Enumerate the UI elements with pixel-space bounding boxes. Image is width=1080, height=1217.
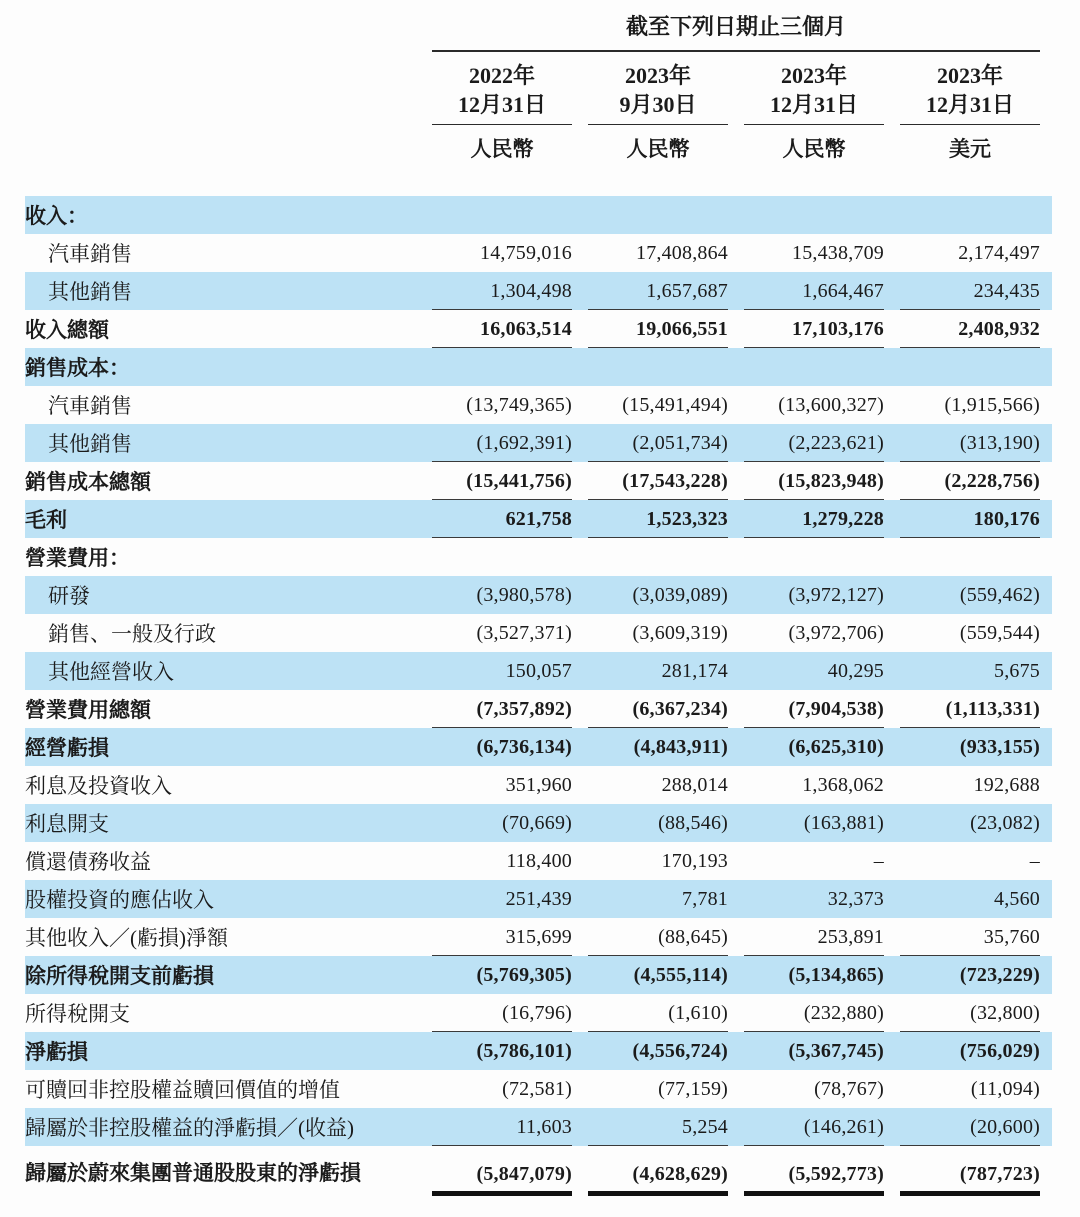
cell-text: (313,190) [959,431,1040,454]
cell-text: (3,527,371) [476,622,572,644]
cell-text: 192,688 [973,774,1040,796]
cell-value [900,310,1040,348]
cell-text: 4,560 [994,888,1040,910]
cell-value [432,728,572,766]
cell-value [432,272,572,310]
row-label: 銷售成本總額 [25,470,151,494]
row-label: 利息開支 [25,812,109,836]
row-label: 淨虧損 [25,1040,88,1064]
cell-text: 16,063,514 [480,317,572,340]
cell-value [744,690,884,728]
cell-value [588,310,728,348]
cell-value [432,424,572,462]
cell-text: (23,082) [970,812,1040,834]
cell-text: (15,491,494) [622,394,728,416]
cell-value [432,500,572,538]
cell-value [432,614,572,652]
table-row [25,1032,1052,1070]
cell-text: 1,664,467 [802,279,884,302]
cell-text: (146,261) [803,1115,884,1138]
cell-value [744,1032,884,1070]
cell-value [900,386,1040,424]
table-row [25,804,1052,842]
cell-value [744,956,884,994]
cell-value [432,196,572,234]
row-label: 其他經營收入 [48,660,174,684]
date-year: 2023年 [936,63,1003,88]
cell-value [744,234,884,272]
row-label: 毛利 [25,508,67,532]
column-currency: 人民幣 [626,137,690,161]
date-year: 2022年 [468,63,535,88]
cell-text: (1,915,566) [944,394,1040,416]
cell-value [900,918,1040,956]
cell-value [588,272,728,310]
cell-value [900,538,1040,576]
table-row [25,918,1052,956]
cell-text: 17,103,176 [792,317,884,340]
cell-text: 40,295 [827,660,884,682]
cell-value [900,728,1040,766]
cell-value [900,956,1040,994]
cell-value [744,348,884,386]
cell-text: (5,134,865) [788,964,884,986]
cell-value [900,462,1040,500]
cell-value [588,538,728,576]
cell-value [432,462,572,500]
cell-value [744,614,884,652]
table-row [25,728,1052,766]
cell-value [588,804,728,842]
cell-text: (88,645) [658,925,728,948]
cell-value [900,424,1040,462]
table-row [25,424,1052,462]
row-label: 其他收入／(虧損)淨額 [25,926,228,950]
cell-text: (4,628,629) [632,1163,728,1185]
table-row [25,766,1052,804]
row-label: 銷售成本： [25,356,130,380]
table-row [25,1146,1052,1198]
cell-value [744,272,884,310]
cell-text: 7,781 [682,888,728,910]
cell-value [900,234,1040,272]
cell-value [900,348,1040,386]
table-row [25,272,1052,310]
cell-value [588,690,728,728]
cell-text: (933,155) [959,736,1040,758]
cell-value [588,348,728,386]
cell-text: 32,373 [827,888,884,910]
table-row [25,234,1052,272]
cell-text: 1,368,062 [802,774,884,796]
cell-value [432,348,572,386]
table-row [25,994,1052,1032]
cell-text: 315,699 [505,925,572,948]
cell-text: (1,692,391) [476,431,572,454]
cell-value [744,804,884,842]
cell-text: 1,279,228 [802,507,884,530]
cell-value [900,652,1040,690]
cell-value [744,652,884,690]
cell-text: 281,174 [661,660,728,682]
cell-value [432,576,572,614]
column-header-2023-09-30-rmb [588,61,728,163]
header-spacer [25,61,416,163]
cell-text: (3,972,127) [788,584,884,606]
cell-value [588,424,728,462]
cell-text: (20,600) [970,1115,1040,1138]
cell-value [900,576,1040,614]
row-label: 所得稅開支 [25,1002,130,1026]
cell-text: (70,669) [502,812,572,834]
double-rule [744,1191,884,1196]
cell-value [432,842,572,880]
cell-text: (787,723) [959,1163,1040,1185]
table-row [25,690,1052,728]
cell-value [432,918,572,956]
column-date [588,61,728,125]
cell-text: 251,439 [505,888,572,910]
row-label: 可贖回非控股權益贖回價值的增值 [25,1078,340,1102]
row-label: 銷售、一般及行政 [48,622,216,646]
column-header-2023-12-31-usd [900,61,1040,163]
cell-value [900,1108,1040,1146]
cell-text: – [873,850,884,872]
date-year: 2023年 [780,63,847,88]
cell-value [588,766,728,804]
cell-text: – [1029,850,1040,872]
cell-text: 11,603 [516,1115,572,1138]
cell-text: 15,438,709 [792,242,884,264]
cell-text: (88,546) [658,812,728,834]
cell-value [900,994,1040,1032]
date-month-day: 12月31日 [925,92,1014,117]
cell-text: (17,543,228) [622,469,728,492]
column-header-2023-12-31-rmb [744,61,884,163]
cell-value [744,538,884,576]
cell-value [588,918,728,956]
row-label: 收入： [25,204,88,228]
cell-value [900,880,1040,918]
cell-text: (559,544) [959,622,1040,644]
cell-value [432,690,572,728]
cell-text: (1,610) [668,1001,728,1024]
cell-text: (6,736,134) [476,736,572,758]
cell-text: (2,223,621) [788,431,884,454]
cell-text: (2,228,756) [944,469,1040,492]
cell-text: (232,880) [803,1001,884,1024]
cell-text: 170,193 [661,850,728,872]
cell-text: (5,367,745) [788,1040,884,1062]
cell-text: (3,972,706) [788,622,884,644]
cell-value [432,310,572,348]
cell-text: (2,051,734) [632,431,728,454]
cell-value [588,728,728,766]
row-label: 經營虧損 [25,736,109,760]
cell-value [744,880,884,918]
cell-value [432,880,572,918]
cell-value [432,1032,572,1070]
cell-value [900,1070,1040,1108]
cell-text: (7,357,892) [476,697,572,720]
cell-text: (78,767) [814,1078,884,1100]
table-header-title-row [25,10,1052,52]
cell-value [432,652,572,690]
cell-value [432,1070,572,1108]
table-row [25,538,1052,576]
cell-text: 5,254 [682,1115,728,1138]
double-rule [900,1191,1040,1196]
row-label: 汽車銷售 [48,394,132,418]
table-row [25,1108,1052,1146]
row-label: 歸屬於蔚來集團普通股股東的淨虧損 [25,1161,361,1185]
cell-text: 253,891 [817,925,884,948]
cell-value [588,500,728,538]
cell-value [900,690,1040,728]
cell-value [744,462,884,500]
cell-value [588,386,728,424]
table-row [25,956,1052,994]
cell-text: (3,609,319) [632,622,728,644]
table-row [25,462,1052,500]
cell-value [588,1070,728,1108]
cell-value [900,842,1040,880]
cell-value [744,728,884,766]
cell-text: 1,657,687 [646,279,728,302]
cell-value [588,234,728,272]
cell-value [432,956,572,994]
cell-value [588,1032,728,1070]
cell-text: (6,625,310) [788,736,884,758]
cell-value [588,652,728,690]
cell-value [744,842,884,880]
table-row [25,652,1052,690]
cell-text: 2,408,932 [958,317,1040,340]
cell-text: (723,229) [959,964,1040,986]
cell-text: (756,029) [959,1040,1040,1062]
cell-value [588,880,728,918]
cell-text: (5,592,773) [788,1163,884,1185]
cell-text: (4,555,114) [633,964,728,986]
date-month-day: 12月31日 [457,92,546,117]
column-header-2022-12-31-rmb [432,61,572,163]
row-label: 除所得稅開支前虧損 [25,964,214,988]
cell-text: (4,843,911) [633,736,728,758]
cell-value [744,424,884,462]
cell-value [900,614,1040,652]
cell-value [900,500,1040,538]
date-month-day: 12月31日 [769,92,858,117]
cell-text: (13,749,365) [466,394,572,416]
cell-value [900,1032,1040,1070]
cell-text: 1,523,323 [646,507,728,530]
cell-text: (11,094) [970,1078,1040,1100]
cell-text: 118,400 [506,850,572,872]
cell-value [588,1146,728,1198]
date-month-day: 9月30日 [619,92,697,117]
cell-text: (1,113,331) [945,697,1040,720]
cell-value [588,956,728,994]
cell-text: (5,786,101) [476,1040,572,1062]
cell-text: (4,556,724) [632,1040,728,1062]
cell-value [744,576,884,614]
table-row [25,196,1052,234]
cell-text: (15,823,948) [778,469,884,492]
row-label: 研發 [48,584,90,608]
cell-text: (559,462) [959,584,1040,606]
cell-text: (5,847,079) [476,1163,572,1185]
cell-value [588,196,728,234]
cell-text: (15,441,756) [466,469,572,492]
row-label: 償還債務收益 [25,850,151,874]
row-label: 其他銷售 [48,432,132,456]
cell-value [900,1146,1040,1198]
cell-value [588,1108,728,1146]
cell-value [900,272,1040,310]
table-row [25,880,1052,918]
cell-text: 351,960 [505,774,572,796]
column-currency: 美元 [949,137,991,161]
cell-text: (6,367,234) [632,697,728,720]
cell-value [744,1146,884,1198]
cell-text: (3,039,089) [632,584,728,606]
period-title: 截至下列日期止三個月 [432,10,1040,52]
cell-value [744,1070,884,1108]
table-row [25,348,1052,386]
cell-value [588,576,728,614]
cell-text: 234,435 [973,279,1040,302]
cell-text: (72,581) [502,1078,572,1100]
cell-value [432,804,572,842]
row-label: 營業費用總額 [25,698,151,722]
cell-value [588,614,728,652]
column-currency: 人民幣 [470,137,534,161]
cell-value [900,766,1040,804]
table-row [25,500,1052,538]
cell-text: 1,304,498 [490,279,572,302]
cell-text: 621,758 [505,507,572,530]
table-row [25,386,1052,424]
cell-value [900,196,1040,234]
cell-text: (7,904,538) [788,697,884,720]
row-label: 利息及投資收入 [25,774,172,798]
table-row [25,310,1052,348]
cell-value [744,310,884,348]
cell-value [744,386,884,424]
row-label: 汽車銷售 [48,242,132,266]
cell-text: 288,014 [661,774,728,796]
table-column-headers [25,61,1052,163]
cell-value [588,842,728,880]
cell-text: 35,760 [983,925,1040,948]
cell-text: (77,159) [658,1078,728,1100]
cell-text: (32,800) [970,1001,1040,1024]
cell-text: (5,769,305) [476,964,572,986]
table-body [25,196,1080,1198]
double-rule [432,1191,572,1196]
cell-value [432,1108,572,1146]
cell-text: 19,066,551 [636,317,728,340]
date-year: 2023年 [624,63,691,88]
cell-text: 14,759,016 [480,242,572,264]
column-date [744,61,884,125]
cell-value [432,386,572,424]
cell-value [432,1146,572,1198]
cell-text: 2,174,497 [958,242,1040,264]
row-label: 營業費用： [25,546,130,570]
column-date [900,61,1040,125]
cell-value [432,234,572,272]
cell-value [588,462,728,500]
column-date [432,61,572,125]
cell-text: 17,408,864 [636,242,728,264]
row-label: 歸屬於非控股權益的淨虧損／(收益) [25,1116,354,1140]
cell-value [744,1108,884,1146]
header-spacer [25,10,416,52]
double-rule [588,1191,728,1196]
cell-text: 150,057 [505,660,572,682]
cell-text: (13,600,327) [778,394,884,416]
cell-value [900,804,1040,842]
row-label: 其他銷售 [48,280,132,304]
cell-value [744,918,884,956]
cell-value [744,500,884,538]
cell-value [744,196,884,234]
table-row [25,614,1052,652]
cell-value [432,766,572,804]
column-currency: 人民幣 [782,137,846,161]
cell-value [744,766,884,804]
cell-text: (16,796) [502,1001,572,1024]
cell-text: 180,176 [973,507,1040,530]
cell-value [744,994,884,1032]
row-label: 收入總額 [25,318,109,342]
cell-value [588,994,728,1032]
table-row [25,842,1052,880]
cell-value [432,538,572,576]
table-row [25,576,1052,614]
row-label: 股權投資的應佔收入 [25,888,214,912]
cell-text: (163,881) [803,812,884,834]
cell-text: (3,980,578) [476,584,572,606]
cell-text: 5,675 [994,660,1040,682]
table-row [25,1070,1052,1108]
cell-value [432,994,572,1032]
